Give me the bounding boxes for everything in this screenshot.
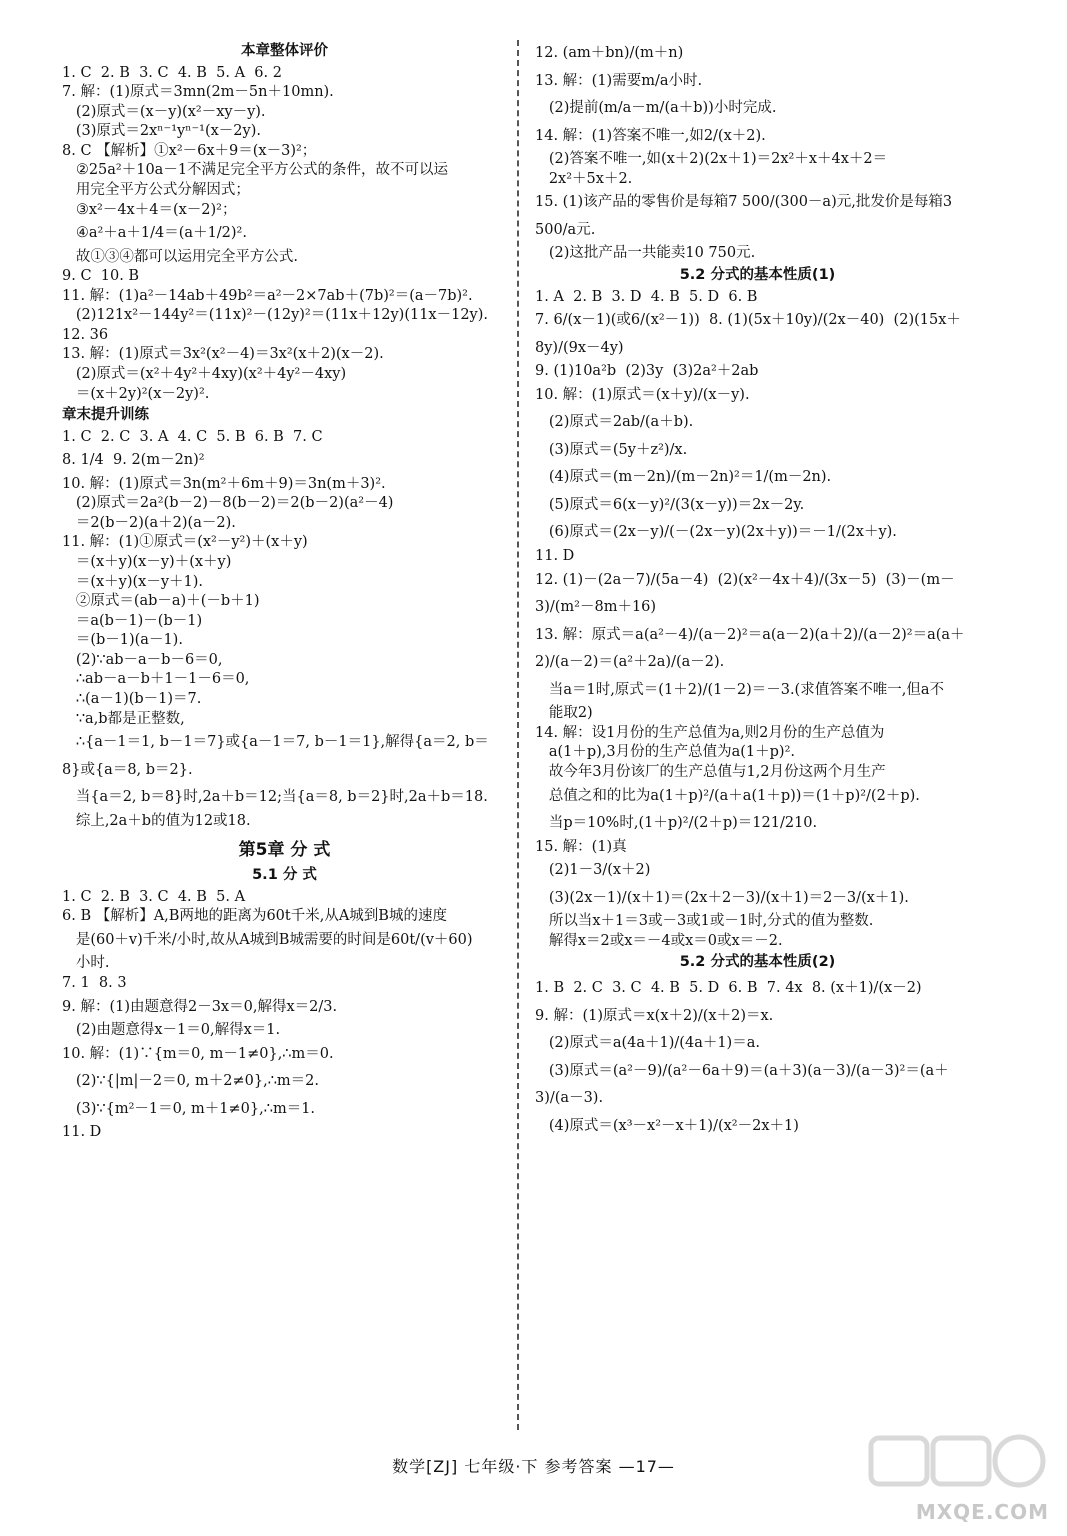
chapter-title: 第5章 分 式: [238, 840, 331, 861]
answer-line: 能取2): [535, 705, 593, 722]
answer-line: 综上,2a＋b的值为12或18.: [62, 812, 251, 829]
answer-line: 所以当x＋1＝3或－3或1或－1时,分式的值为整数.: [535, 913, 874, 930]
answer-line: (2)原式＝a(4a＋1)/(4a＋1)＝a.: [535, 1035, 760, 1052]
answer-line: 13. 解：(1)需要m/a小时.: [535, 72, 703, 89]
answer-line: (2)提前(m/a－m/(a＋b))小时完成.: [535, 100, 777, 117]
answer-line: (2)∵ab－a－b－6＝0,: [62, 651, 223, 668]
answer-line: 11. D: [535, 548, 575, 565]
answer-line: (2)原式＝2ab/(a＋b).: [535, 414, 694, 431]
review-answers: [62, 428, 507, 832]
section-title-eval: 本章整体评价: [241, 43, 328, 59]
answer-line: 9. 解：(1)由题意得2－3x＝0,解得x＝2/3.: [62, 998, 338, 1015]
answer-line: ③x²－4x＋4＝(x－2)²；: [62, 201, 237, 218]
section-title-5-2-2: 5.2 分式的基本性质(2): [679, 954, 836, 971]
answer-line: ②原式＝(ab－a)＋(－b＋1): [62, 593, 260, 610]
answer-line: 1. A 2. B 3. D 4. B 5. D 6. B: [535, 288, 758, 305]
answer-line: ∴{a－1＝1, b－1＝7}或{a－1＝7, b－1＝1},解得{a＝2, b＝8}或{a＝8, b＝2}.: [62, 734, 489, 778]
column-divider: [517, 40, 519, 1430]
answer-line: 11. 解：(1)①原式＝(x²－y²)＋(x＋y): [62, 534, 308, 551]
section-title-5-2-1: 5.2 分式的基本性质(1): [679, 266, 836, 283]
right-column: [535, 40, 980, 1140]
answer-line: 是(60＋v)千米/小时,故从A城到B城需要的时间是60t/(v＋60): [62, 931, 473, 948]
answer-line: 9. C 10. B: [62, 268, 140, 285]
answer-line: (2)答案不唯一,如(x＋2)(2x＋1)＝2x²＋x＋4x＋2＝: [535, 151, 888, 168]
answer-line: 14. 解：设1月份的生产总值为a,则2月份的生产总值为: [535, 724, 885, 741]
answer-line: 15. 解：(1)真: [535, 838, 627, 855]
answer-line: (2)原式＝2a²(b－2)－8(b－2)＝2(b－2)(a²－4): [62, 495, 394, 512]
left-column: [62, 40, 507, 1143]
answer-line: 1. C 2. B 3. C 4. B 5. A 6. 2: [62, 64, 282, 81]
answer-line: (2)由题意得x－1＝0,解得x＝1.: [62, 1022, 281, 1039]
eval-answers: [62, 64, 507, 405]
answer-line: (3)原式＝(a²－9)/(a²－6a＋9)＝(a＋3)(a－3)/(a－3)²＝(a＋3)/(a－3).: [535, 1062, 949, 1107]
answer-line: (3)原式＝(5y＋z²)/x.: [535, 441, 688, 458]
answer-line: ∵a,b都是正整数,: [62, 710, 185, 727]
answer-line: 7. 解：(1)原式＝3mn(2m－5n＋10mn).: [62, 84, 334, 101]
answer-line: (3)(2x－1)/(x＋1)＝(2x＋2－3)/(x＋1)＝2－3/(x＋1).: [535, 889, 909, 906]
answer-line: 10. 解：(1)∵{m＝0, m－1≠0},∴m＝0.: [62, 1045, 334, 1062]
answer-line: 8. C 【解析】①x²－6x＋9＝(x－3)²；: [62, 142, 317, 159]
answer-line: 7. 6/(x－1)(或6/(x²－1)) 8. (1)(5x＋10y)/(2x－40) (2)(15x＋8y)/(9x－4y): [535, 312, 961, 356]
answer-line: 8. 1/4 9. 2(m－2n)²: [62, 452, 205, 469]
answer-line: ∴ab－a－b＋1－1－6＝0,: [62, 671, 250, 688]
answer-line: ＝(x＋y)(x－y＋1).: [62, 573, 204, 590]
answer-line: a(1＋p),3月份的生产总值为a(1＋p)².: [535, 744, 796, 761]
s52b-answers: [535, 975, 980, 1140]
section-title-review: 章末提升训练: [62, 407, 149, 424]
answer-line: 当p＝10%时,(1＋p)²/(2＋p)＝121/210.: [535, 815, 818, 832]
answer-line: (4)原式＝(m－2n)/(m－2n)²＝1/(m－2n).: [535, 469, 832, 486]
section-title-5-1: 5.1 分 式: [252, 867, 317, 884]
answer-line: (2)∵{|m|－2＝0, m＋2≠0},∴m＝2.: [62, 1073, 320, 1090]
answer-line: 13. 解：原式＝a(a²－4)/(a－2)²＝a(a－2)(a＋2)/(a－2)²＝a(a＋2)/(a－2)＝(a²＋2a)/(a－2).: [535, 626, 965, 671]
answer-line: ②25a²＋10a－1不满足完全平方公式的条件，故不可以运: [62, 162, 449, 179]
answer-line: ∴(a－1)(b－1)＝7.: [62, 690, 202, 707]
answer-line: 13. 解：(1)原式＝3x²(x²－4)＝3x²(x＋2)(x－2).: [62, 346, 384, 363]
answer-line: (2)121x²－144y²＝(11x)²－(12y)²＝(11x＋12y)(11x－12y).: [62, 307, 489, 324]
answer-line: 1. B 2. C 3. C 4. B 5. D 6. B 7. 4x 8. (x＋1)/(x－2): [535, 980, 922, 997]
answer-line: ＝2(b－2)(a＋2)(a－2).: [62, 514, 236, 531]
answer-line: ＝(x＋2y)²(x－2y)².: [62, 385, 210, 402]
answer-line: (2)原式＝(x－y)(x²－xy－y).: [62, 103, 266, 120]
answer-line: 总值之和的比为a(1＋p)²/(a＋a(1＋p))＝(1＋p)²/(2＋p).: [535, 787, 920, 804]
answer-line: (2)这批产品一共能卖10 750元.: [535, 245, 756, 262]
s51-continued-answers: [535, 40, 980, 264]
answer-line: ④a²＋a＋1/4＝(a＋1/2)².: [62, 225, 247, 242]
answer-line: 解得x＝2或x＝－4或x＝0或x＝－2.: [535, 932, 783, 949]
answer-line: 10. 解：(1)原式＝3n(m²＋6m＋9)＝3n(m＋3)².: [62, 475, 386, 492]
answer-line: (3)∵{m²－1＝0, m＋1≠0},∴m＝1.: [62, 1100, 316, 1117]
answer-line: 当{a＝2, b＝8}时,2a＋b＝12;当{a＝8, b＝2}时,2a＋b＝18.: [62, 789, 488, 806]
answer-line: 12. (am＋bn)/(m＋n): [535, 45, 684, 61]
answer-line: 1. C 2. C 3. A 4. C 5. B 6. B 7. C: [62, 428, 323, 445]
answer-line: 当a＝1时,原式＝(1＋2)/(1－2)＝－3.(求值答案不唯一,但a不: [535, 681, 944, 698]
answer-line: 2x²＋5x＋2.: [535, 170, 633, 187]
answer-line: (6)原式＝(2x－y)/(－(2x－y)(2x＋y))＝－1/(2x＋y).: [535, 524, 897, 541]
answer-line: (2)原式＝(x²＋4y²＋4xy)(x²＋4y²－4xy): [62, 365, 347, 382]
answer-line: 小时.: [62, 955, 110, 972]
answer-line: ＝(x＋y)(x－y)＋(x＋y): [62, 554, 232, 571]
watermark-text: MXQE.COM: [915, 1500, 1049, 1524]
answer-line: (3)原式＝2xⁿ⁻¹yⁿ⁻¹(x－2y).: [62, 123, 261, 140]
answer-line: 故今年3月份该厂的生产总值与1,2月份这两个月生产: [535, 764, 886, 781]
page-footer: 数学[ZJ] 七年级·下 参考答案 —17—: [392, 1457, 675, 1476]
answer-line: 10. 解：(1)原式＝(x＋y)/(x－y).: [535, 386, 750, 403]
answer-line: 1. C 2. B 3. C 4. B 5. A: [62, 888, 246, 905]
answer-line: (5)原式＝6(x－y)²/(3(x－y))＝2x－2y.: [535, 496, 805, 513]
answer-line: 11. 解：(1)a²－14ab＋49b²＝a²－2×7ab＋(7b)²＝(a－7b)².: [62, 287, 473, 304]
answer-line: 12. (1)－(2a－7)/(5a－4) (2)(x²－4x＋4)/(3x－5) (3)－(m－3)/(m²－8m＋16): [535, 571, 955, 616]
answer-line: 9. 解：(1)原式＝x(x＋2)/(x＋2)＝x.: [535, 1007, 774, 1024]
s52a-answers: [535, 288, 980, 952]
answer-line: ＝a(b－1)－(b－1): [62, 612, 203, 629]
answer-line: (4)原式＝(x³－x²－x＋1)/(x²－2x＋1): [535, 1117, 799, 1134]
answer-line: 6. B 【解析】A,B两地的距离为60t千米,从A城到B城的速度: [62, 908, 447, 925]
answer-line: 7. 1 8. 3: [62, 975, 127, 992]
answer-line: 9. (1)10a²b (2)3y (3)2a²＋2ab: [535, 363, 759, 380]
s51-answers: [62, 888, 507, 1143]
answer-line: 11. D: [62, 1124, 102, 1141]
answer-line: 用完全平方公式分解因式；: [62, 181, 250, 198]
answer-line: ＝(b－1)(a－1).: [62, 632, 183, 649]
answer-line: (2)1－3/(x＋2): [535, 862, 651, 879]
answer-line: 15. (1)该产品的零售价是每箱7 500/(300－a)元,批发价是每箱3 500/a元.: [535, 194, 957, 238]
answer-line: 14. 解：(1)答案不唯一,如2/(x＋2).: [535, 127, 766, 144]
answer-line: 故①③④都可以运用完全平方公式.: [62, 248, 298, 265]
answer-line: 12. 36: [62, 326, 109, 343]
